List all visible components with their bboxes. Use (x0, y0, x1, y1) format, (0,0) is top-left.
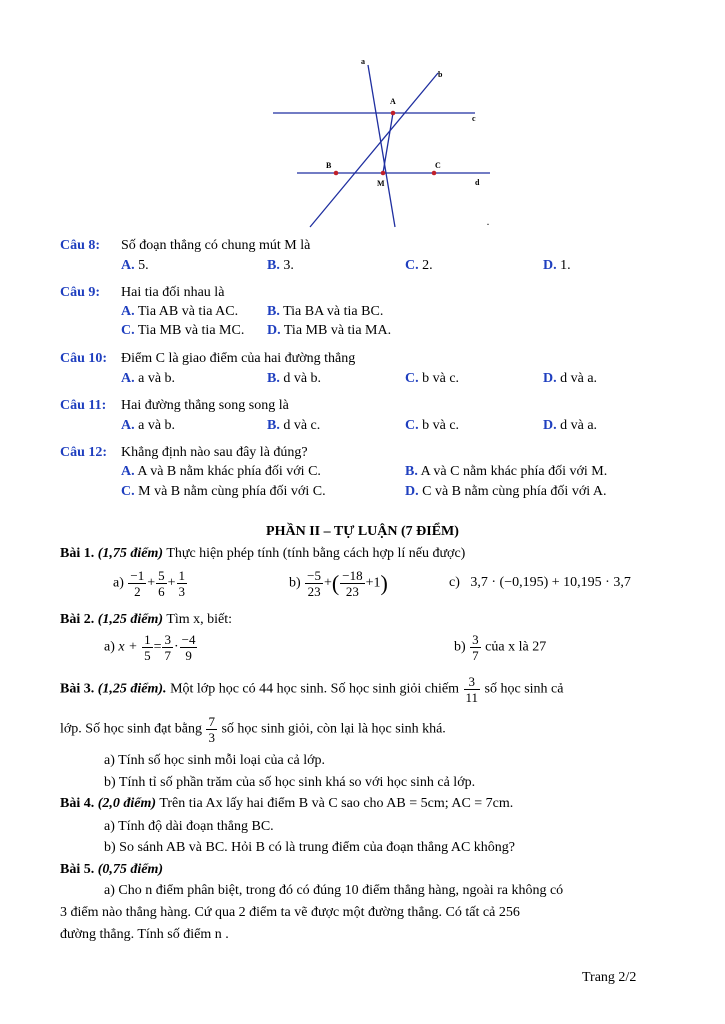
option-d: D. d và a. (543, 418, 598, 433)
point-a (391, 111, 396, 116)
bai3-line1: Bài 3. (1,25 điểm). Một lớp học có 44 học sinh. Số học sinh giỏi chiếm $\frac{3}{11}$ số học sinh cả (60, 674, 564, 705)
section-title: PHẦN II – TỰ LUẬN (7 ĐIỂM) (266, 524, 459, 539)
line-a (368, 65, 395, 227)
bai5-line2: 3 điểm nào thẳng hàng. Cứ qua 2 điểm ta vẽ được một đường thẳng. Có tất cả 256 (60, 905, 520, 920)
point-b (334, 171, 339, 176)
question-text: Khẳng định nào sau đây là đúng? (121, 445, 308, 460)
option-b: B. d và c. (267, 418, 321, 433)
label-a: a (361, 57, 365, 66)
option-b: B. 3. (267, 258, 294, 273)
bai2-a: a) x + $\frac{1}{5}$ = $\frac{3}{7}$ · $\frac{-4}{9}$ (104, 632, 196, 663)
bai5-heading: Bài 5. (0,75 điểm) (60, 862, 164, 877)
bai2-heading: Bài 2. (1,25 điểm) Tìm x, biết: (60, 612, 233, 627)
bai1-a: a) $\frac{-1}{2}$ + $\frac{5}{6}$ + $\frac{1}{3}$ (113, 568, 186, 599)
question-number: Câu 12: (60, 445, 108, 460)
question-number: Câu 11: (60, 398, 107, 413)
label-d: d (475, 178, 480, 187)
option-a: A. A và B nằm khác phía đối với C. (121, 464, 321, 479)
label-dot: . (487, 218, 489, 227)
option-c: C. Tia MB và tia MC. (121, 323, 245, 338)
option-c: C. b và c. (405, 418, 460, 433)
option-c: C. b và c. (405, 371, 460, 386)
bai3-b: b) Tính tỉ số phần trăm của số học sinh khá so với học sinh cả lớp. (104, 775, 476, 790)
question-number: Câu 8: (60, 238, 101, 253)
option-c: C. M và B nằm cùng phía đối với C. (121, 484, 326, 499)
option-a: A. a và b. (121, 371, 176, 386)
point-m (381, 171, 386, 176)
question-number: Câu 10: (60, 351, 108, 366)
label-C: C (435, 161, 441, 170)
bai5-line3: đường thẳng. Tính số điểm n . (60, 927, 229, 942)
bai4-heading: Bài 4. (2,0 điểm) Trên tia Ax lấy hai điểm B và C sao cho AB = 5cm; AC = 7cm. (60, 796, 514, 811)
label-A: A (390, 97, 396, 106)
option-d: D. 1. (543, 258, 571, 273)
bai3-a: a) Tính số học sinh mỗi loại của cả lớp. (104, 753, 325, 768)
geometry-figure (260, 55, 500, 230)
option-c: C. 2. (405, 258, 433, 273)
option-a: A. 5. (121, 258, 149, 273)
option-d: D. Tia MB và tia MA. (267, 323, 392, 338)
option-d: D. C và B nằm cùng phía đối với A. (405, 484, 607, 499)
line-b (310, 73, 438, 227)
label-b: b (438, 70, 443, 79)
point-c (432, 171, 437, 176)
bai4-b: b) So sánh AB và BC. Hỏi B có là trung điểm của đoạn thẳng AC không? (104, 840, 516, 855)
label-B: B (326, 161, 332, 170)
bai1-c: c) 3,7 · (−0,195) + 10,195 · 3,7 (449, 575, 631, 590)
question-number: Câu 9: (60, 285, 101, 300)
option-b: B. A và C nằm khác phía đối với M. (405, 464, 608, 479)
option-b: B. d và b. (267, 371, 322, 386)
question-text: Hai tia đối nhau là (121, 285, 225, 300)
bai2-b: b) $\frac{3}{7}$ của x là 27 (454, 632, 547, 663)
option-a: A. Tia AB và tia AC. (121, 304, 239, 319)
question-text: Hai đường thẳng song song là (121, 398, 289, 413)
bai4-a: a) Tính độ dài đoạn thẳng BC. (104, 819, 274, 834)
option-b: B. Tia BA và tia BC. (267, 304, 384, 319)
option-d: D. d và a. (543, 371, 598, 386)
question-text: Số đoạn thẳng có chung mút M là (121, 238, 311, 253)
bai3-line2: lớp. Số học sinh đạt bằng $\frac{7}{3}$ số học sinh giỏi, còn lại là học sinh khá. (60, 714, 446, 745)
label-c: c (472, 114, 476, 123)
option-a: A. a và b. (121, 418, 176, 433)
bai5-line1: a) Cho n điểm phân biệt, trong đó có đúng 10 điểm thẳng hàng, ngoài ra không có (104, 883, 564, 898)
question-text: Điểm C là giao điểm của hai đường thẳng (121, 351, 356, 366)
page-number: Trang 2/2 (582, 970, 637, 985)
bai1-heading: Bài 1. (1,75 điểm) Thực hiện phép tính (tính bằng cách hợp lí nếu được) (60, 546, 466, 561)
bai1-b: b) $\frac{-5}{23}$ +( $\frac{-18}{23}$ +1) (289, 568, 388, 599)
label-M: M (377, 179, 385, 188)
segment-am (383, 113, 393, 173)
